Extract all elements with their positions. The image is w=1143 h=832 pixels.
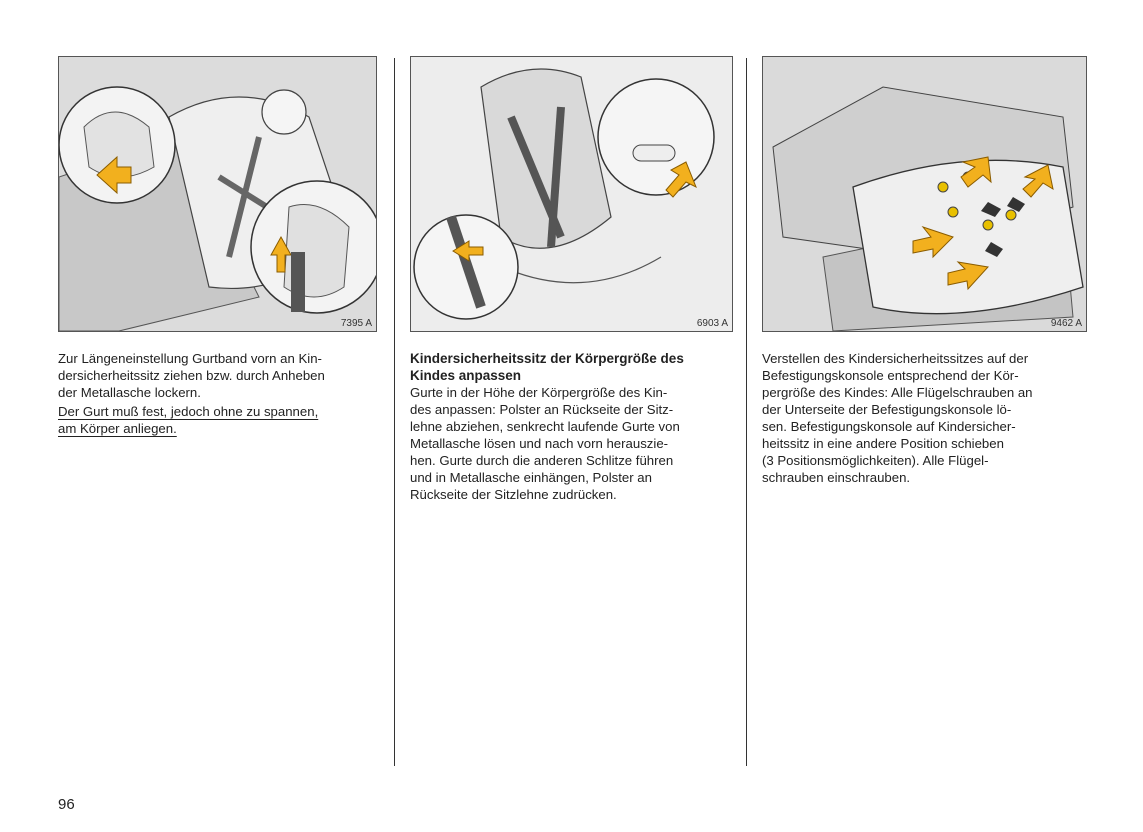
text-line: Rückseite der Sitzlehne zudrücken. bbox=[410, 487, 617, 502]
column-divider bbox=[394, 58, 395, 766]
text-line: Gurte in der Höhe der Körpergröße des Kin- bbox=[410, 385, 668, 400]
column-2-heading bbox=[410, 350, 732, 384]
text-line: Metallasche lösen und nach vorn herauszie- bbox=[410, 436, 669, 451]
heading-line: Kindes anpassen bbox=[410, 368, 522, 383]
text-line: Befestigungskonsole entsprechend der Kör- bbox=[762, 368, 1019, 383]
column-2-paragraph bbox=[410, 384, 732, 503]
text-line: pergröße des Kindes: Alle Flügelschrauben an bbox=[762, 385, 1033, 400]
column-3-paragraph bbox=[762, 350, 1087, 486]
console-screws-illustration bbox=[763, 57, 1086, 331]
figure-code: 9462 A bbox=[1050, 318, 1082, 329]
text-line: lehne abziehen, senkrecht laufende Gurte von bbox=[410, 419, 680, 434]
figure-code: 7395 A bbox=[340, 318, 372, 329]
text-line: des anpassen: Polster an Rückseite der Sitz- bbox=[410, 402, 674, 417]
column-1-note bbox=[58, 403, 376, 437]
text-line: sen. Befestigungskonsole auf Kindersicher- bbox=[762, 419, 1016, 434]
column-1-paragraph bbox=[58, 350, 376, 401]
text-line: der Unterseite der Befestigungskonsole lö- bbox=[762, 402, 1012, 417]
text-line: Zur Längeneinstellung Gurtband vorn an Kin- bbox=[58, 351, 322, 366]
figure-code: 6903 A bbox=[696, 318, 728, 329]
figure-console-adjustment bbox=[762, 56, 1087, 332]
text-line: hen. Gurte durch die anderen Schlitze führen bbox=[410, 453, 674, 468]
text-line: Der Gurt muß fest, jedoch ohne zu spannen, bbox=[58, 404, 319, 419]
page-number: 96 bbox=[58, 796, 75, 813]
text-line: Verstellen des Kindersicherheitssitzes auf der bbox=[762, 351, 1029, 366]
text-line: am Körper anliegen. bbox=[58, 421, 177, 436]
text-line: schrauben einschrauben. bbox=[762, 470, 911, 485]
column-divider bbox=[746, 58, 747, 766]
heading-line: Kindersicherheitssitz der Körpergröße des bbox=[410, 351, 684, 366]
height-adjustment-illustration bbox=[411, 57, 732, 331]
figure-seat-height-adjustment bbox=[410, 56, 733, 332]
text-line: und in Metallasche einhängen, Polster an bbox=[410, 470, 652, 485]
belt-adjustment-illustration bbox=[59, 57, 376, 331]
figure-belt-length-adjustment bbox=[58, 56, 377, 332]
text-line: der Metallasche lockern. bbox=[58, 385, 201, 400]
text-line: dersicherheitssitz ziehen bzw. durch Anheben bbox=[58, 368, 325, 383]
text-line: (3 Positionsmöglichkeiten). Alle Flügel- bbox=[762, 453, 989, 468]
text-line: heitssitz in eine andere Position schieben bbox=[762, 436, 1004, 451]
